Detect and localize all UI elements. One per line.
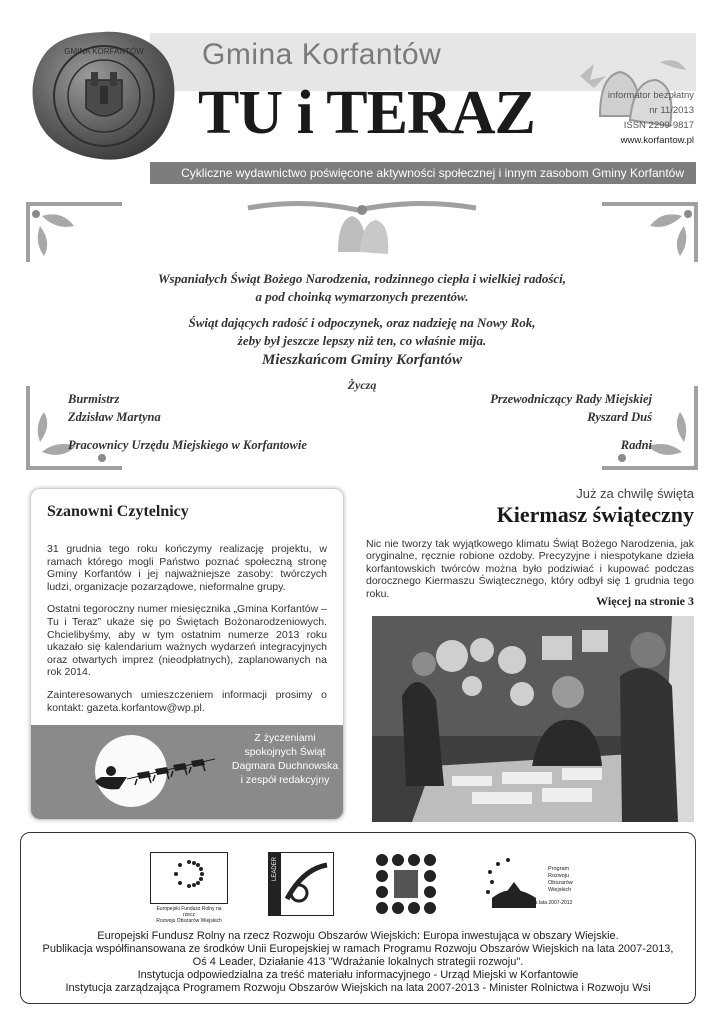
office-staff: Pracownicy Urzędu Miejskiego w Korfantowie — [68, 438, 307, 452]
letter-paragraph-3: Zainteresowanych umieszczeniem informacji prosimy o kontakt: gazeta.korfantow@wp.pl. — [47, 688, 327, 714]
article-text: Nic nie tworzy tak wyjątkowego klimatu Świąt Bożego Narodzenia, jak oryginalne, ręcznie robione ozdoby. Precyzyjne i niespotykane dzieła korfantowskich twórców można było podziwiać i kupować podczas dorocznego Kiermaszu Świątecznego, który odbył się 1 grudnia tego roku. — [366, 538, 694, 600]
footer-text — [24, 930, 692, 995]
mayor-role: Burmistrz — [68, 392, 120, 406]
greeting-heading: Mieszkańcom Gminy Korfantów — [261, 352, 463, 368]
town-name: Gmina Korfantów — [202, 38, 442, 71]
eu-logo — [150, 852, 228, 924]
greeting-line-1: Wspaniałych Świąt Bożego Narodzenia, rodzinnego ciepła i wielkiej radości, — [157, 271, 567, 286]
letter-box — [30, 488, 344, 820]
right-signatures — [400, 390, 652, 454]
eu-caption-line-2: Rozwoju Obszarów Wiejskich — [156, 918, 222, 924]
prow-caption — [548, 866, 573, 894]
wish-line-3: Dagmara Duchnowska — [231, 760, 339, 772]
seal-text: GMINA KORFANTÓW — [64, 47, 144, 56]
letter-body — [47, 543, 327, 724]
chairman-role: Przewodniczący Rady Miejskiej — [490, 392, 652, 406]
santa-sleigh-icon — [91, 747, 221, 795]
greeting-line-2: a pod choinką wymarzonych prezentów. — [255, 289, 469, 304]
greeting-wish: Życzą — [347, 378, 377, 392]
holly-corner-icon — [22, 196, 132, 266]
footer-line-4: Instytucja odpowiedzialna za treść materiału informacyjnego - Urząd Miejski w Korfantowie — [137, 969, 579, 981]
editor-wishes — [227, 731, 343, 787]
fair-photo — [372, 616, 694, 822]
wish-line-1: Z życzeniami — [254, 732, 316, 744]
bells-ribbon-icon — [242, 196, 482, 260]
council: Radni — [620, 438, 652, 452]
meta-issue: nr 11/2013 — [649, 105, 694, 116]
left-signatures — [68, 390, 307, 454]
tagline: Cykliczne wydawnictwo poświęcone aktywności społecznej i innym zasobom Gminy Korfantów — [150, 162, 696, 184]
leader-label — [272, 871, 278, 881]
letter-paragraph-2: Ostatni tegoroczny numer miesięcznika „Gmina Korfantów – Tu i Teraz” ukaże się po Świętach Bożonarodzeniowych. Chcielibyśmy, aby w tym ostatnim numerze 2013 roku ukazało się kalendarium ważnych wydarzeń integracyjnych oraz otwartych imprez (nieodpłatnych), zaplanowanych na rok 2014. — [47, 603, 327, 679]
meta-free: informator bezpłatny — [607, 90, 694, 101]
leader-logo — [268, 852, 334, 916]
prow-line-2: Rozwoju — [548, 873, 570, 879]
leader-emblem-icon — [283, 859, 331, 909]
prow-logo — [482, 852, 582, 918]
eu-caption-line-1: Europejski Fundusz Rolny na rzecz — [156, 906, 222, 918]
article-title[interactable]: Kiermasz świąteczny — [496, 502, 694, 527]
read-more-link[interactable]: Więcej na stronie 3 — [596, 594, 694, 608]
prow-line-5: na lata 2007-2013 — [532, 900, 573, 906]
eu-caption — [150, 906, 228, 924]
prow-line-3: Obszarów — [548, 880, 573, 886]
issue-meta — [570, 88, 694, 148]
eu-flag-icon — [150, 852, 228, 904]
letter-paragraph-1: 31 grudnia tego roku kończymy realizację projektu, w ramach którego mogli Państwo poznać społeczną stronę Gminy Korfantów i jej najważniejsze zasoby: twórczych ludzi, organizacje pozarządowe, nieformalne grupy. — [47, 543, 327, 593]
footer-line-5: Instytucja zarządzająca Programem Rozwoju Obszarów Wiejskich na lata 2007-2013 - Minister Rolnictwa i Rozwoju Wsi — [65, 982, 651, 994]
newspaper-title: TU i TERAZ — [198, 79, 535, 147]
greeting-line-3: Świąt dających radość i odpoczynek, oraz nadzieję na Nowy Rok, — [188, 315, 536, 330]
footer-line-2: Publikacja współfinansowana ze środków Unii Europejskiej w ramach Programu Rozwoju Obszarów Wiejskich na lata 2007-2013, — [42, 943, 674, 955]
holly-corner-icon — [592, 196, 702, 266]
wish-line-4: i zespół redakcyjny — [240, 774, 330, 786]
greetings-text — [100, 270, 624, 358]
letter-title: Szanowni Czytelnicy — [47, 503, 189, 520]
chairman-name: Ryszard Duś — [587, 410, 652, 424]
footer-line-3: Oś 4 Leader, Działanie 413 "Wdrażanie lokalnych strategii rozwoju". — [192, 956, 524, 968]
prow-line-1: Program — [548, 866, 570, 872]
footer-line-1: Europejski Fundusz Rolny na rzecz Rozwoju Obszarów Wiejskich: Europa inwestująca w obszary Wiejskie. — [97, 930, 619, 942]
meta-url[interactable]: www.korfantow.pl — [620, 135, 694, 146]
greeting-line-4: żeby był jeszcze lepszy niż ten, co właśnie mija. — [237, 333, 487, 348]
christmas-band — [31, 725, 343, 819]
article-kicker: Już za chwilę święta — [576, 486, 694, 501]
mayor-name: Zdzisław Martyna — [68, 410, 161, 424]
wish-line-2: spokojnych Świąt — [244, 746, 326, 758]
prow-line-4: Wiejskich — [548, 887, 572, 893]
wax-seal-logo — [28, 28, 178, 162]
lgd-logo — [374, 852, 438, 914]
meta-issn: ISSN 2299-9817 — [623, 120, 694, 131]
